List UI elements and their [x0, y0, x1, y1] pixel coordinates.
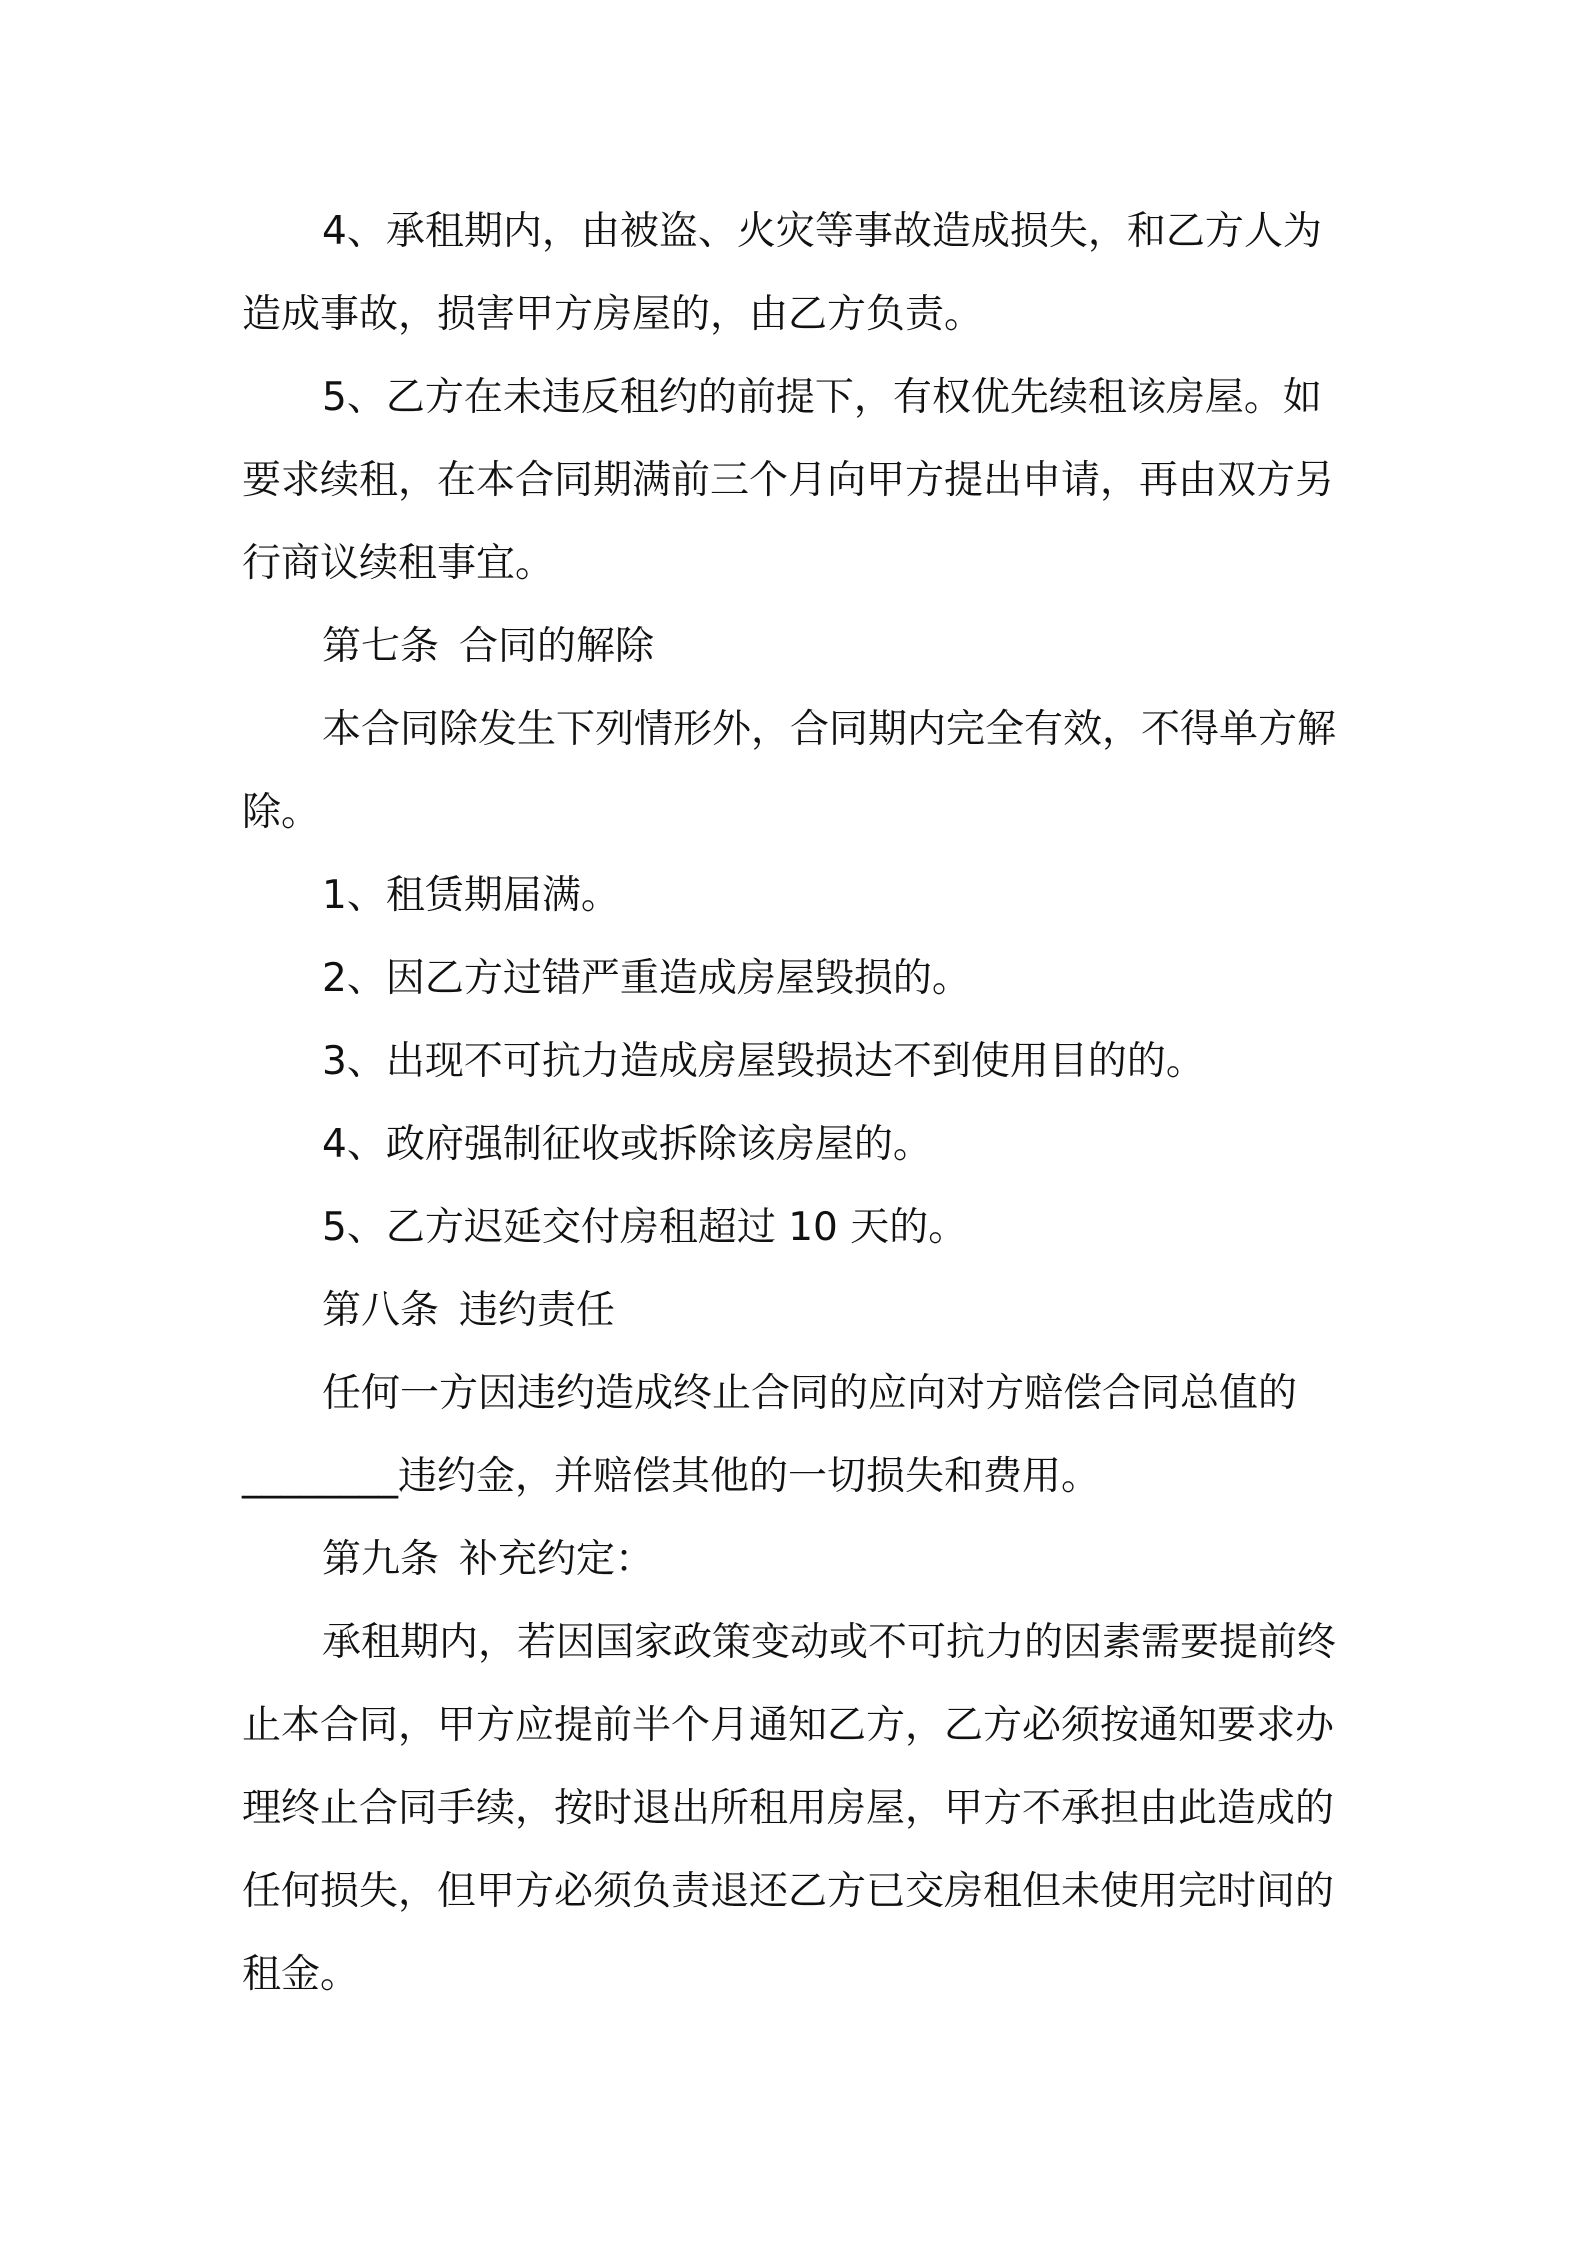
article-7-item-5: 5、乙方迟延交付房租超过 10 天的。 — [322, 1205, 968, 1250]
article-8-title: 违约责任 — [459, 1288, 616, 1333]
article-7-item-3: 3、出现不可抗力造成房屋毁损达不到使用目的的。 — [322, 1039, 1205, 1084]
document-body — [242, 190, 1354, 2016]
article-7-heading — [242, 605, 1354, 688]
clause-item-5: 5、乙方在未违反租约的前提下，有权优先续租该房屋。如要求续租，在本合同期满前三个月向甲方提出申请，再由双方另行商议续租事宜。 — [242, 375, 1335, 586]
article-7-number: 第七条 — [322, 624, 440, 669]
article-8-number: 第八条 — [322, 1288, 440, 1333]
article-9-heading — [242, 1518, 1354, 1601]
article-7-item-4: 4、政府强制征收或拆除该房屋的。 — [322, 1122, 932, 1167]
article-8-blank: ________ — [242, 1454, 398, 1499]
article-8-text — [242, 1352, 1354, 1518]
article-9-text: 承租期内，若因国家政策变动或不可抗力的因素需要提前终止本合同，甲方应提前半个月通知乙方，乙方必须按通知要求办理终止合同手续，按时退出所租用房屋，甲方不承担由此造成的任何损失，但甲方必须负责退还乙方已交房租但未使用完时间的租金。 — [242, 1620, 1337, 1997]
clause-item-4: 4、承租期内，由被盗、火灾等事故造成损失，和乙方人为造成事故，损害甲方房屋的，由乙方负责。 — [242, 209, 1322, 337]
article-7-item-1: 1、租赁期届满。 — [322, 873, 620, 918]
article-7-intro: 本合同除发生下列情形外，合同期内完全有效，不得单方解除。 — [242, 707, 1337, 835]
article-7-title: 合同的解除 — [459, 624, 655, 669]
article-9-title: 补充约定： — [459, 1537, 655, 1582]
article-9-number: 第九条 — [322, 1537, 440, 1582]
article-8-heading — [242, 1269, 1354, 1352]
article-8-text-after-blank: 违约金，并赔偿其他的一切损失和费用。 — [398, 1454, 1101, 1499]
article-8-text-before-blank: 任何一方因违约造成终止合同的应向对方赔偿合同总值的 — [322, 1371, 1298, 1416]
article-7-item-2: 2、因乙方过错严重造成房屋毁损的。 — [322, 956, 971, 1001]
